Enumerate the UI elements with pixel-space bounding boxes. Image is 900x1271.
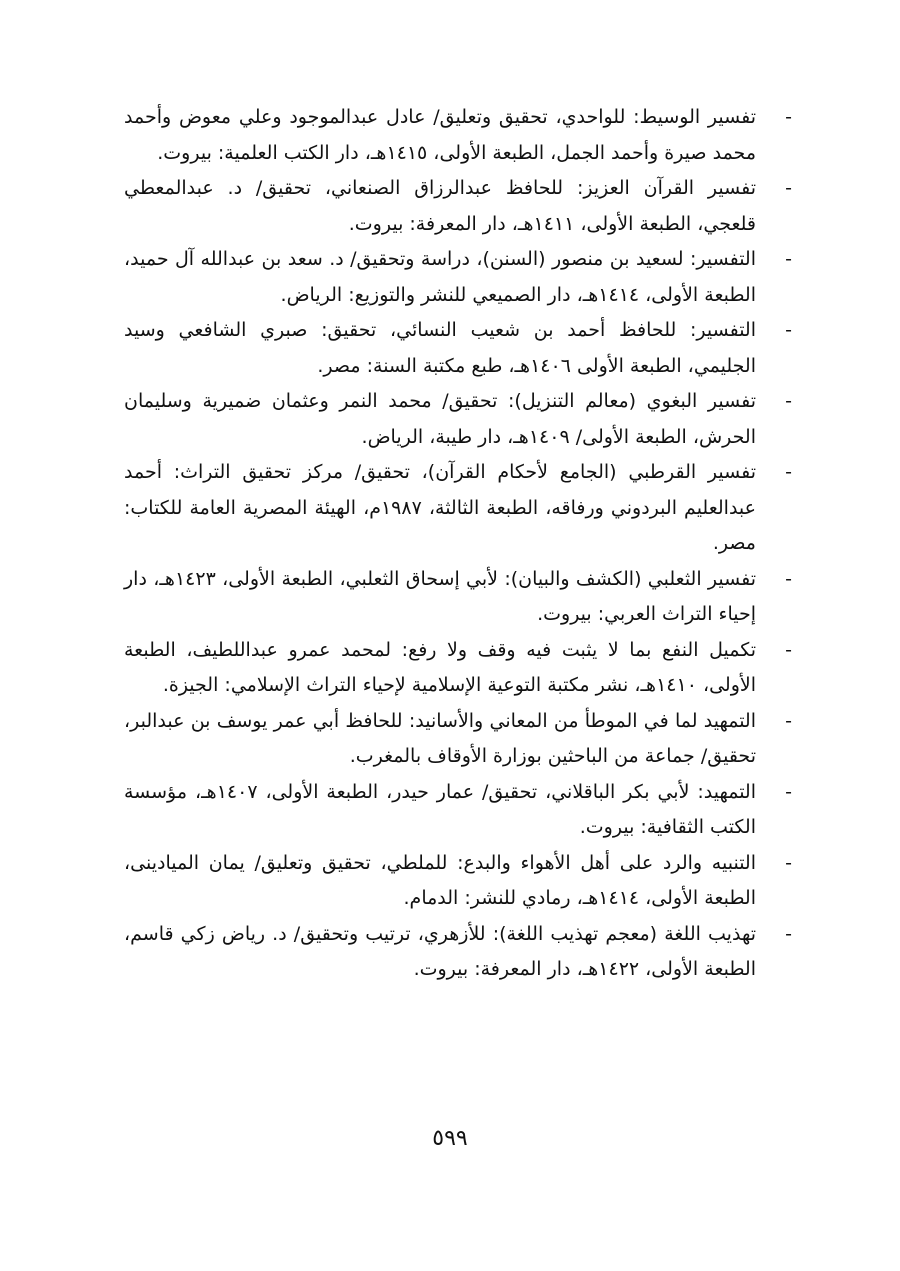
list-dash: -: [785, 106, 792, 128]
bibliography-entry: [124, 562, 792, 633]
list-dash: -: [785, 709, 792, 732]
bibliography-entry: [124, 100, 792, 171]
bibliography-list: [124, 100, 792, 988]
bibliography-entry: [124, 846, 792, 917]
bibliography-entry: [124, 917, 792, 988]
page-number: ٥٩٩: [432, 1126, 468, 1151]
entry-text: التفسير: لسعيد بن منصور (السنن)، دراسة وتحقيق/ د. سعد بن عبدالله آل حميد، الطبعة الأولى، ١٤١٤هـ، دار الصميعي للنشر والتوزيع: الرياض.: [124, 248, 756, 306]
list-dash: -: [785, 922, 792, 945]
list-dash: -: [785, 390, 792, 412]
entry-text: تفسير الوسيط: للواحدي، تحقيق وتعليق/ عادل عبدالموجود وعلي معوض وأحمد محمد صيرة وأحمد الجمل، الطبعة الأولى، ١٤١٥هـ، دار الكتب العلمية: بيروت.: [124, 106, 756, 164]
entry-text: تفسير البغوي (معالم التنزيل): تحقيق/ محمد النمر وعثمان ضميرية وسليمان الحرش، الطبعة الأولى/ ١٤٠٩هـ، دار طيبة، الرياض.: [124, 390, 756, 448]
entry-text: تهذيب اللغة (معجم تهذيب اللغة): للأزهري، ترتيب وتحقيق/ د. رياض زكي قاسم، الطبعة الأولى، ١٤٢٢هـ، دار المعرفة: بيروت.: [124, 922, 756, 980]
entry-text: التفسير: للحافظ أحمد بن شعيب النسائي، تحقيق: صبري الشافعي وسيد الجليمي، الطبعة الأولى ١٤٠٦هـ، طبع مكتبة السنة: مصر.: [124, 319, 756, 377]
list-dash: -: [785, 177, 792, 199]
bibliography-entry: [124, 775, 792, 846]
entry-text: التنبيه والرد على أهل الأهواء والبدع: للملطي، تحقيق وتعليق/ يمان الميادينى، الطبعة الأولى، ١٤١٤هـ، رمادي للنشر: الدمام.: [124, 851, 756, 909]
list-dash: -: [785, 248, 792, 270]
bibliography-entry: [124, 455, 792, 562]
bibliography-entry: [124, 313, 792, 384]
bibliography-entry: [124, 384, 792, 455]
list-dash: -: [785, 461, 792, 483]
list-dash: -: [785, 780, 792, 803]
entry-text: التمهيد: لأبي بكر الباقلاني، تحقيق/ عمار حيدر، الطبعة الأولى، ١٤٠٧هـ، مؤسسة الكتب الثقافية: بيروت.: [124, 780, 756, 838]
entry-text: تفسير الثعلبي (الكشف والبيان): لأبي إسحاق الثعلبي، الطبعة الأولى، ١٤٢٣هـ، دار إحياء التراث العربي: بيروت.: [124, 567, 756, 625]
entry-text: تفسير القرآن العزيز: للحافظ عبدالرزاق الصنعاني، تحقيق/ د. عبدالمعطي قلعجي، الطبعة الأولى، ١٤١١هـ، دار المعرفة: بيروت.: [124, 177, 756, 235]
entry-text: تكميل النفع بما لا يثبت فيه وقف ولا رفع: لمحمد عمرو عبداللطيف، الطبعة الأولى، ١٤١٠هـ، نشر مكتبة التوعية الإسلامية لإحياء التراث الإسلامي: الجيزة.: [124, 638, 756, 696]
entry-text: التمهيد لما في الموطأ من المعاني والأسانيد: للحافظ أبي عمر يوسف بن عبدالبر، تحقيق/ جماعة من الباحثين بوزارة الأوقاف بالمغرب.: [124, 709, 756, 767]
list-dash: -: [785, 851, 792, 874]
entry-text: تفسير القرطبي (الجامع لأحكام القرآن)، تحقيق/ مركز تحقيق التراث: أحمد عبدالعليم البردوني ورفاقه، الطبعة الثالثة، ١٩٨٧م، الهيئة المصرية العامة للكتاب: مصر.: [124, 461, 756, 554]
bibliography-entry: [124, 633, 792, 704]
list-dash: -: [785, 567, 792, 590]
bibliography-entry: [124, 704, 792, 775]
bibliography-entry: [124, 171, 792, 242]
list-dash: -: [785, 638, 792, 661]
list-dash: -: [785, 319, 792, 341]
bibliography-entry: [124, 242, 792, 313]
